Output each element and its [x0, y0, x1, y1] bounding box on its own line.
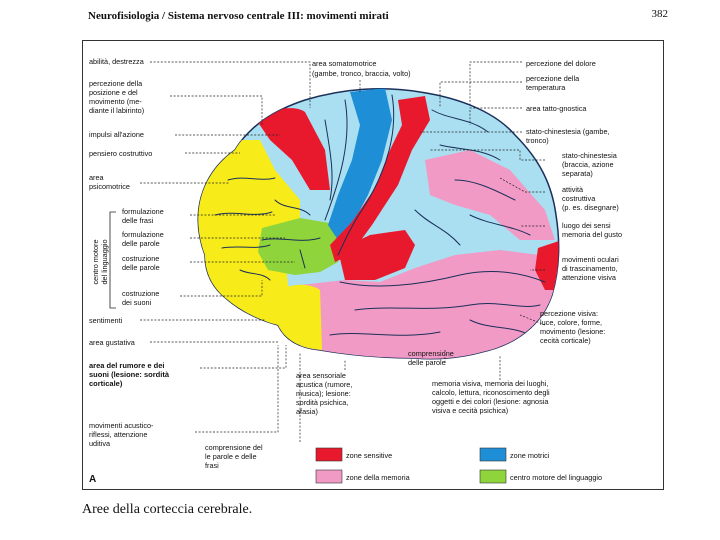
figure-letter: A — [89, 474, 97, 485]
label-costruzione-suoni-1: costruzione — [122, 289, 160, 298]
label-formulazione-parole-1: formulazione — [122, 230, 164, 239]
legend-label-language: centro motore del linguaggio — [510, 473, 603, 482]
label-movimenti-acustico-3: uditiva — [89, 439, 111, 448]
vertical-label-line-2: del linguaggio — [100, 239, 109, 285]
label-memoria-visiva-2: calcolo, lettura, riconoscimento degli — [432, 388, 550, 397]
label-stato-chinestesia-1: stato-chinestesia (gambe, — [526, 127, 610, 136]
legend-swatch-language — [480, 470, 506, 483]
legend-label-motor: zone motrici — [510, 451, 550, 460]
label-area-psicomotrice-1: area — [89, 173, 104, 182]
legend-label-sensitive: zone sensitive — [346, 451, 393, 460]
legend-swatch-memory — [316, 470, 342, 483]
label-comprensione-frasi-1: comprensione del — [205, 443, 263, 452]
label-stato-chinestesia-b-3: separata) — [562, 169, 593, 178]
label-abilita: abilità, destrezza — [89, 57, 144, 66]
label-costruzione-parole-1: costruzione — [122, 254, 160, 263]
page-title: Neurofisiologia / Sistema nervoso centrale III: movimenti mirati — [88, 10, 389, 22]
label-percezione-temperatura-1: percezione della — [526, 74, 580, 83]
label-attivita-2: costruttiva — [562, 194, 596, 203]
label-movimenti-acustico-1: movimenti acustico- — [89, 421, 154, 430]
label-comprensione-frasi-3: frasi — [205, 461, 219, 470]
label-movimenti-oculari-2: di trascinamento, — [562, 264, 618, 273]
label-attivita-1: attività — [562, 185, 584, 194]
label-movimenti-oculari-3: attenzione visiva — [562, 273, 616, 282]
label-formulazione-frasi-1: formulazione — [122, 207, 164, 216]
label-costruzione-parole-2: delle parole — [122, 263, 160, 272]
label-movimenti-oculari-1: movimenti oculari — [562, 255, 619, 264]
label-area-sensoriale-1: area sensoriale — [296, 371, 346, 380]
label-pensiero: pensiero costruttivo — [89, 149, 153, 158]
label-comprensione-parole-1: comprensione — [408, 349, 454, 358]
label-comprensione-frasi-2: le parole e delle — [205, 452, 257, 461]
legend-swatch-sensitive — [316, 448, 342, 461]
vertical-language-label — [91, 239, 109, 284]
label-area-sensoriale-3: musica); lesione: — [296, 389, 351, 398]
label-memoria-visiva-3: oggetti e dei colori (lesione: agnosia — [432, 397, 549, 406]
label-luogo-sensi-1: luogo dei sensi — [562, 221, 611, 230]
label-percezione-temperatura-2: temperatura — [526, 83, 566, 92]
label-luogo-sensi-2: memoria del gusto — [562, 230, 623, 239]
label-area-rumore-3: corticale) — [89, 379, 123, 388]
label-percezione-posizione-4: diante il labirinto) — [89, 106, 145, 115]
label-area-sensoriale-4: sordità psichica, — [296, 398, 349, 407]
label-area-somatomotrice-1: area somatomotrice — [312, 59, 377, 68]
legend — [316, 448, 602, 483]
label-percezione-posizione-1: percezione della — [89, 79, 143, 88]
temporal-yellow-region — [265, 285, 322, 350]
label-stato-chinestesia-b-2: (braccia, azione — [562, 160, 614, 169]
page-number: 382 — [651, 8, 668, 20]
label-percezione-visiva-1: percezione visiva: — [540, 309, 598, 318]
label-percezione-visiva-4: cecità corticale) — [540, 336, 591, 345]
legend-swatch-motor — [480, 448, 506, 461]
top-labels — [312, 59, 411, 78]
label-area-tatto: area tatto-gnostica — [526, 104, 587, 113]
label-percezione-visiva-3: movimento (lesione: — [540, 327, 606, 336]
label-area-rumore-1: area del rumore e dei — [89, 361, 165, 370]
label-percezione-dolore: percezione del dolore — [526, 59, 596, 68]
label-costruzione-suoni-2: dei suoni — [122, 298, 152, 307]
label-formulazione-parole-2: delle parole — [122, 239, 160, 248]
label-percezione-posizione-2: posizione e del — [89, 88, 138, 97]
label-percezione-visiva-2: luce, colore, forme, — [540, 318, 603, 327]
label-impulsi: impulsi all'azione — [89, 130, 144, 139]
label-percezione-posizione-3: movimento (me- — [89, 97, 142, 106]
language-bracket — [110, 212, 116, 308]
label-sentimenti: sentimenti — [89, 316, 123, 325]
label-formulazione-frasi-2: delle frasi — [122, 216, 154, 225]
vertical-label-line-1: centro motore — [91, 239, 100, 285]
label-memoria-visiva-1: memoria visiva, memoria dei luoghi, — [432, 379, 549, 388]
label-area-somatomotrice-2: (gambe, tronco, braccia, volto) — [312, 69, 411, 78]
label-memoria-visiva-4: visiva e cecità psichica) — [432, 406, 509, 415]
label-area-sensoriale-5: afasia) — [296, 407, 318, 416]
label-comprensione-parole-2: delle parole — [408, 358, 446, 367]
label-area-sensoriale-2: acustica (rumore, — [296, 380, 353, 389]
figure-caption: Aree della corteccia cerebrale. — [82, 502, 253, 517]
legend-label-memory: zone della memoria — [346, 473, 410, 482]
label-area-rumore-2: suoni (lesione: sordità — [89, 370, 170, 379]
label-movimenti-acustico-2: riflessi, attenzione — [89, 430, 148, 439]
label-area-psicomotrice-2: psicomotrice — [89, 182, 130, 191]
label-area-gustativa: area gustativa — [89, 338, 135, 347]
label-stato-chinestesia-b-1: stato-chinestesia — [562, 151, 617, 160]
label-attivita-3: (p. es. disegnare) — [562, 203, 619, 212]
label-stato-chinestesia-2: tronco) — [526, 136, 549, 145]
